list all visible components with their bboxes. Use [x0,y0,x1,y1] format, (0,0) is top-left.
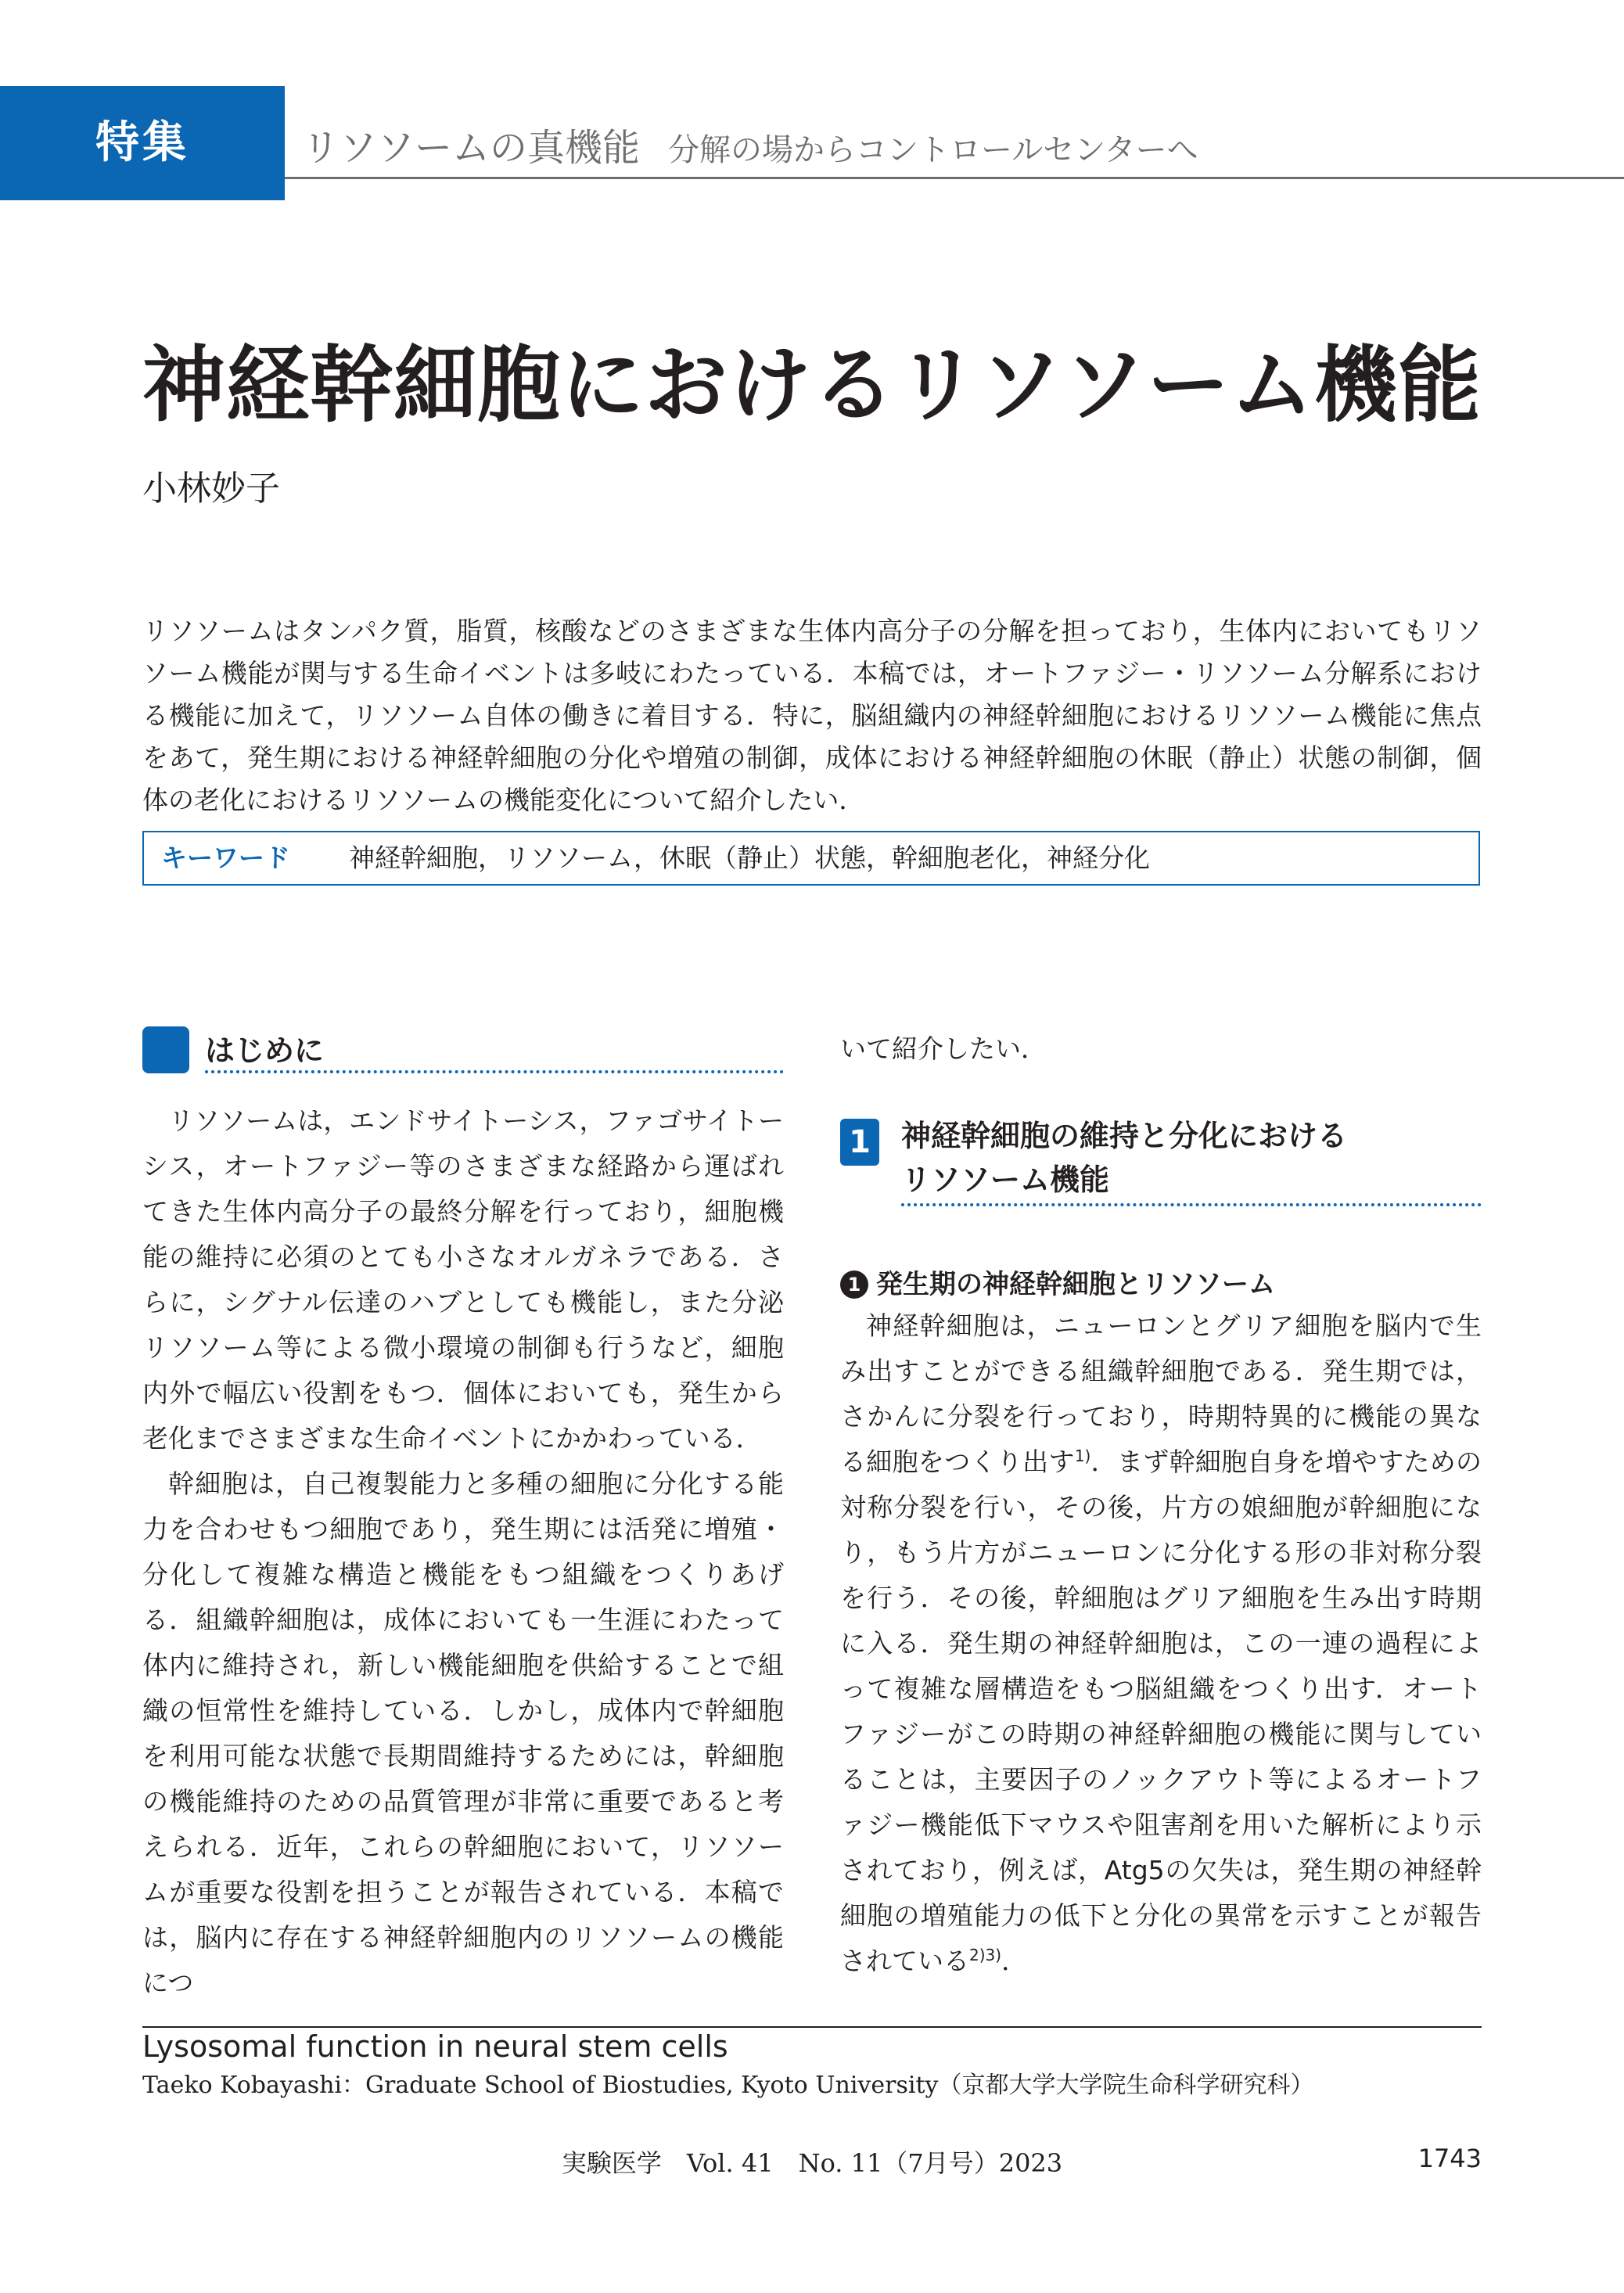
section1-text-c: ． [1001,1946,1028,1976]
intro-continuation: いて紹介したい． [840,1033,1047,1064]
author-name: 小林妙子 [142,469,280,509]
section1-heading-rule [901,1203,1482,1206]
feature-tag: 特集 [0,86,285,200]
section-square-icon [142,1026,189,1073]
circled-number-icon: 1 [840,1270,868,1299]
author-affiliation: Taeko Kobayashi：Graduate School of Biostudies, Kyoto University（京都大学大学院生命科学研究科） [142,2072,1314,2099]
keywords-label: キーワード [161,843,290,873]
intro-heading: はじめに [205,1033,325,1068]
footer-rule [142,2026,1482,2028]
section1-heading-line2: リソソーム機能 [901,1163,1110,1197]
header-rule [285,177,1624,179]
article-title: 神経幹細胞におけるリソソーム機能 [142,337,1482,433]
section1-text-b: ．まず幹細胞自身を増やすための対称分裂を行い，その後，片方の娘細胞が幹細胞になり，もう片方がニューロンに分化する形の非対称分裂を行う．その後，幹細胞はグリア細胞を生み出す時期に入る．発生期の神経幹細胞は，この一連の過程によって複雑な層構造をもつ脳組織をつくり出す．オートファジーがこの時期の神経幹細胞の機能に関与していることは，主要因子のノックアウト等によるオートファジー機能低下マウスや阻害剤を用いた解析により示されており，例えば，Atg5の欠失は，発生期の神経幹細胞の増殖能力の低下と分化の異常を示すことが報告されている [840,1447,1482,1976]
intro-heading-rule [205,1070,784,1073]
keywords-list: 神経幹細胞，リソソーム，休眠（静止）状態，幹細胞老化，神経分化 [349,843,1150,873]
subsection1-heading [840,1263,1275,1301]
abstract: リソソームはタンパク質，脂質，核酸などのさまざまな生体内高分子の分解を担っており，生体内においてもリソソーム機能が関与する生命イベントは多岐にわたっている．本稿では，オートファジー・リソソーム分解系における機能に加えて，リソソーム自体の働きに着目する．特に，脳組織内の神経幹細胞におけるリソソーム機能に焦点をあて，発生期における神経幹細胞の分化や増殖の制御，成体における神経幹細胞の休眠（静止）状態の制御，個体の老化におけるリソソームの機能変化について紹介したい． [142,616,1482,815]
intro-paragraph-2: 幹細胞は，自己複製能力と多種の細胞に分化する能力を合わせもつ細胞であり，発生期には活発に増殖・分化して複雑な構造と機能をもつ組織をつくりあげる．組織幹細胞は，成体においても一生涯にわたって体内に維持され，新しい機能細胞を供給することで組織の恒常性を維持している．しかし，成体内で幹細胞を利用可能な状態で長期間維持するためには，幹細胞の機能維持のための品質管理が非常に重要であると考えられる．近年，これらの幹細胞において，リソソームが重要な役割を担うことが報告されている．本稿では，脳内に存在する神経幹細胞内のリソソームの機能につ [142,1468,784,1998]
page-number: 1743 [1417,2144,1482,2173]
section1-heading-line1: 神経幹細胞の維持と分化における [901,1119,1348,1153]
journal-info: 実験医学 Vol. 41 No. 11（7月号）2023 [561,2148,1063,2178]
series-title-sub: 分解の場からコントロールセンターへ [668,132,1198,168]
intro-body [142,1098,784,2006]
english-title: Lysosomal function in neural stem cells [142,2029,728,2064]
section1-paragraph-1 [840,1303,1482,1984]
section1-heading [901,1114,1347,1202]
section-number-badge: 1 [840,1119,879,1166]
series-title-main: リソソームの真機能 [302,126,641,170]
section1-body [840,1303,1482,1984]
keywords-box [142,831,1480,886]
series-title [302,117,1198,171]
reference-2-3: 2)3) [969,1946,1002,1964]
subsection1-heading-text: 発生期の神経幹細胞とリソソーム [876,1269,1275,1300]
reference-1: 1) [1074,1447,1091,1465]
section1-text-a: 神経幹細胞は，ニューロンとグリア細胞を脳内で生み出すことができる組織幹細胞である．発生期では，さかんに分裂を行っており，時期特異的に機能の異なる細胞をつくり出す [840,1310,1482,1477]
intro-paragraph-1: リソソームは，エンドサイトーシス，ファゴサイトーシス，オートファジー等のさまざまな経路から運ばれてきた生体内高分子の最終分解を行っており，細胞機能の維持に必須のとても小さなオルガネラである．さらに，シグナル伝達のハブとしても機能し，また分泌リソソーム等による微小環境の制御も行うなど，細胞内外で幅広い役割をもつ．個体においても，発生から老化までさまざまな生命イベントにかかわっている． [142,1105,785,1454]
